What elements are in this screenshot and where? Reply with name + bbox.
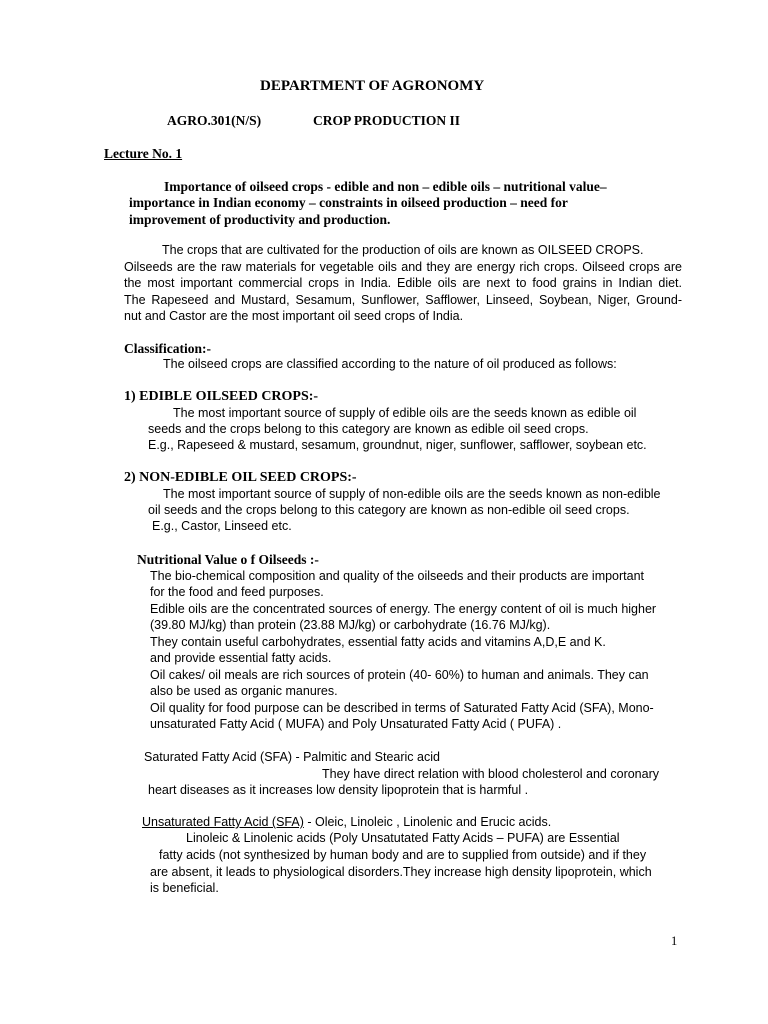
nutrition-line: Oil cakes/ oil meals are rich sources of protein (40- 60%) to human and animals. They can bbox=[150, 668, 649, 682]
topic-line: Importance of oilseed crops - edible and non – edible oils – nutritional value– bbox=[164, 179, 607, 194]
ufa-label: Unsaturated Fatty Acid (SFA) bbox=[142, 815, 304, 829]
department-title: DEPARTMENT OF AGRONOMY bbox=[260, 78, 485, 94]
nutrition-line: and provide essential fatty acids. bbox=[150, 651, 332, 665]
ufa-line: are absent, it leads to physiological disorders.They increase high density lipoprotein, which bbox=[150, 865, 652, 879]
nutrition-heading: Nutritional Value o f Oilseeds :- bbox=[137, 552, 319, 567]
nutrition-line: unsaturated Fatty Acid ( MUFA) and Poly Unsaturated Fatty Acid ( PUFA) . bbox=[150, 717, 562, 731]
nutrition-line: They contain useful carbohydrates, essential fatty acids and vitamins A,D,E and K. bbox=[150, 635, 606, 649]
sfa-line: They have direct relation with blood cholesterol and coronary bbox=[322, 767, 659, 781]
ufa-line: is beneficial. bbox=[150, 881, 219, 895]
edible-line: seeds and the crops belong to this category are known as edible oil seed crops. bbox=[148, 422, 589, 436]
intro-line: the most important commercial crops in India. Edible oils are next to food grains in Indian diet. bbox=[124, 276, 682, 290]
ufa-line bbox=[142, 816, 551, 829]
nutrition-line: Oil quality for food purpose can be described in terms of Saturated Fatty Acid (SFA), Mono- bbox=[150, 701, 654, 715]
nutrition-line: (39.80 MJ/kg) than protein (23.88 MJ/kg) or carbohydrate (16.76 MJ/kg). bbox=[150, 618, 551, 632]
edible-line: The most important source of supply of edible oils are the seeds known as edible oil bbox=[173, 406, 637, 420]
classification-text: The oilseed crops are classified according to the nature of oil produced as follows: bbox=[163, 357, 617, 371]
edible-line: E.g., Rapeseed & mustard, sesamum, groundnut, niger, sunflower, safflower, soybean etc. bbox=[148, 438, 647, 452]
ufa-line: Linoleic & Linolenic acids (Poly Unsatutated Fatty Acids – PUFA) are Essential bbox=[186, 831, 620, 845]
intro-line: nut and Castor are the most important oil seed crops of India. bbox=[124, 309, 464, 323]
intro-line: The crops that are cultivated for the production of oils are known as OILSEED CROPS. bbox=[162, 243, 644, 257]
non-edible-line: oil seeds and the crops belong to this category are known as non-edible oil seed crops. bbox=[148, 503, 630, 517]
sfa-line: Saturated Fatty Acid (SFA) - Palmitic and Stearic acid bbox=[144, 750, 440, 764]
nutrition-line: also be used as organic manures. bbox=[150, 684, 338, 698]
topic-line: improvement of productivity and production. bbox=[129, 212, 391, 227]
nutrition-line: Edible oils are the concentrated sources of energy. The energy content of oil is much higher bbox=[150, 602, 657, 616]
non-edible-heading: 2) NON-EDIBLE OIL SEED CROPS:- bbox=[124, 470, 357, 485]
ufa-acids: - Oleic, Linoleic , Linolenic and Erucic acids. bbox=[303, 815, 552, 829]
nutrition-line: The bio-chemical composition and quality of the oilseeds and their products are important bbox=[150, 569, 645, 583]
intro-line: The Rapeseed and Mustard, Sesamum, Sunflower, Safflower, Linseed, Soybean, Niger, Ground- bbox=[124, 293, 682, 307]
non-edible-line: The most important source of supply of non-edible oils are the seeds known as non-edible bbox=[163, 487, 661, 501]
intro-line: Oilseeds are the raw materials for vegetable oils and they are energy rich crops. Oilseed crops are bbox=[124, 260, 682, 274]
nutrition-line: for the food and feed purposes. bbox=[150, 585, 324, 599]
classification-heading: Classification:- bbox=[124, 341, 211, 356]
topic-line: importance in Indian economy – constraints in oilseed production – need for bbox=[129, 195, 568, 210]
course-code: AGRO.301(N/S) bbox=[167, 113, 262, 128]
sfa-line: heart diseases as it increases low density lipoprotein that is harmful . bbox=[148, 783, 529, 797]
lecture-number: Lecture No. 1 bbox=[104, 146, 183, 161]
ufa-line: fatty acids (not synthesized by human body and are to supplied from outside) and if they bbox=[159, 848, 647, 862]
page-number: 1 bbox=[671, 934, 678, 948]
edible-heading: 1) EDIBLE OILSEED CROPS:- bbox=[124, 389, 319, 404]
course-title: CROP PRODUCTION II bbox=[313, 113, 461, 128]
non-edible-line: E.g., Castor, Linseed etc. bbox=[152, 519, 292, 533]
